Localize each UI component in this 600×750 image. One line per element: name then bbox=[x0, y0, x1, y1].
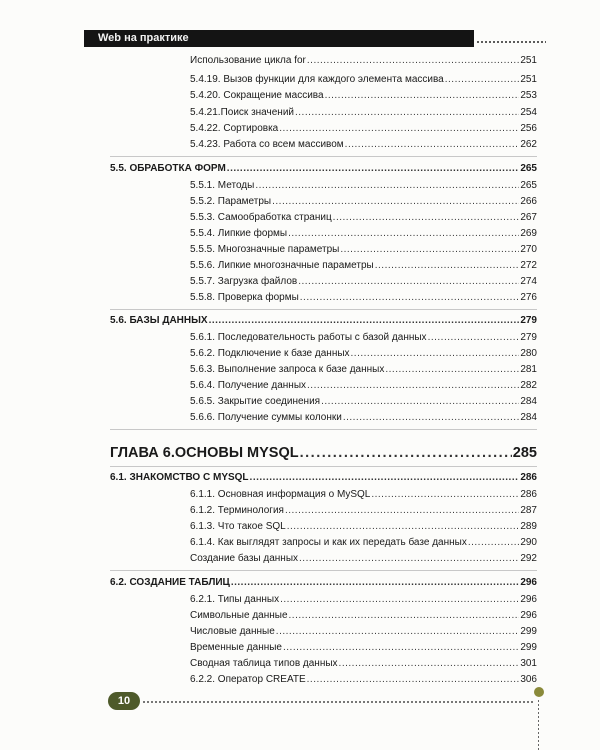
toc-chapter-title: ГЛАВА 6.ОСНОВЫ MYSQL bbox=[110, 445, 299, 461]
toc-entry-page: 289 bbox=[520, 521, 537, 532]
toc-entry-title: 5.4.19. Вызов функции для каждого элемента массива bbox=[190, 74, 444, 85]
toc-entry-page: 256 bbox=[520, 123, 537, 134]
toc-leader bbox=[276, 625, 520, 639]
toc-entry[interactable] bbox=[190, 243, 537, 257]
toc-entry-title: 5.5.7. Загрузка файлов bbox=[190, 276, 298, 287]
toc-entry[interactable] bbox=[190, 593, 537, 607]
toc-leader bbox=[371, 488, 519, 502]
toc-chapter-page: 285 bbox=[512, 445, 537, 461]
toc-entry-title: 5.6.1. Последовательность работы с базой данных bbox=[190, 332, 427, 343]
toc-section-5-5[interactable] bbox=[110, 162, 537, 176]
toc-entry[interactable] bbox=[190, 291, 537, 305]
toc-entry[interactable] bbox=[190, 379, 537, 393]
toc-leader bbox=[255, 179, 519, 193]
toc-entry-page: 276 bbox=[520, 292, 537, 303]
toc-entry-title: 5.6.6. Получение суммы колонки bbox=[190, 412, 342, 423]
toc-entry-title: 5.5.8. Проверка формы bbox=[190, 292, 299, 303]
toc-entry-title: 5.5.3. Самообработка страниц bbox=[190, 212, 332, 223]
toc-entry-page: 269 bbox=[520, 228, 537, 239]
toc-entry[interactable] bbox=[190, 89, 537, 103]
running-header-title: Web на практике bbox=[98, 32, 189, 44]
toc-entry[interactable] bbox=[190, 609, 537, 623]
toc-entry-page: 287 bbox=[520, 505, 537, 516]
toc-leader bbox=[375, 259, 520, 273]
toc-entry[interactable] bbox=[190, 179, 537, 193]
toc-entry-title: 5.5.2. Параметры bbox=[190, 196, 272, 207]
section-divider bbox=[110, 309, 537, 310]
toc-entry-title: 5.4.20. Сокращение массива bbox=[190, 90, 324, 101]
toc-entry-page: 279 bbox=[520, 332, 537, 343]
toc-entry-title: 6.2.1. Типы данных bbox=[190, 594, 280, 605]
toc-entry[interactable] bbox=[190, 347, 537, 361]
toc-leader bbox=[307, 54, 519, 68]
toc-leader bbox=[385, 363, 519, 377]
toc-leader bbox=[295, 106, 519, 120]
toc-leader bbox=[340, 243, 519, 257]
toc-entry-title: Использование цикла for bbox=[190, 55, 306, 66]
toc-leader bbox=[333, 211, 520, 225]
toc-entry-page: 299 bbox=[520, 642, 537, 653]
toc-entry-page: 301 bbox=[520, 658, 537, 669]
toc-entry-title: 6.1.1. Основная информация о MySQL bbox=[190, 489, 371, 500]
toc-entry[interactable] bbox=[190, 673, 537, 687]
section-divider bbox=[110, 429, 537, 430]
toc-entry-page: 306 bbox=[520, 674, 537, 685]
toc-leader bbox=[289, 609, 520, 623]
toc-entry-page: 280 bbox=[520, 348, 537, 359]
toc-section-page: 265 bbox=[520, 163, 537, 174]
toc-entry-page: 292 bbox=[520, 553, 537, 564]
toc-leader bbox=[325, 89, 520, 103]
toc-entry-page: 272 bbox=[520, 260, 537, 271]
toc-entry-title: Временные данные bbox=[190, 642, 282, 653]
toc-section-page: 286 bbox=[520, 472, 537, 483]
page-number: 10 bbox=[117, 695, 131, 707]
toc-entry-title: Символьные данные bbox=[190, 610, 288, 621]
toc-entry-title: Числовые данные bbox=[190, 626, 275, 637]
header-dot-rule bbox=[476, 41, 546, 43]
toc-leader bbox=[250, 471, 520, 485]
toc-leader bbox=[283, 641, 519, 655]
toc-entry-title: 6.1.4. Как выглядят запросы и как их передать базе данных bbox=[190, 537, 467, 548]
toc-entry-title: 5.4.21.Поиск значений bbox=[190, 107, 294, 118]
toc-entry[interactable] bbox=[190, 54, 537, 68]
toc-leader bbox=[227, 162, 520, 176]
toc-section-title: 5.5. ОБРАБОТКА ФОРМ bbox=[110, 163, 226, 174]
toc-entry-title: 6.2.2. Оператор CREATE bbox=[190, 674, 306, 685]
section-divider bbox=[110, 466, 537, 467]
toc-section-title: 6.1. ЗНАКОМСТВО С MYSQL bbox=[110, 472, 249, 483]
toc-entry[interactable] bbox=[190, 275, 537, 289]
toc-leader bbox=[280, 593, 519, 607]
toc-leader bbox=[307, 379, 519, 393]
toc-leader bbox=[288, 227, 519, 241]
toc-entry-page: 282 bbox=[520, 380, 537, 391]
toc-leader bbox=[351, 347, 520, 361]
footer-ornament-dot bbox=[534, 687, 544, 697]
toc-entry[interactable] bbox=[190, 657, 537, 671]
toc-entry-page: 265 bbox=[520, 180, 537, 191]
toc-leader bbox=[445, 73, 520, 87]
toc-chapter-6[interactable] bbox=[110, 443, 537, 463]
toc-entry-page: 254 bbox=[520, 107, 537, 118]
toc-entry[interactable] bbox=[190, 363, 537, 377]
toc-leader bbox=[231, 576, 519, 590]
toc-leader bbox=[279, 122, 519, 136]
toc-entry-page: 270 bbox=[520, 244, 537, 255]
toc-section-6-2[interactable] bbox=[110, 576, 537, 590]
footer-dot-rule bbox=[142, 701, 534, 703]
toc-section-title: 5.6. БАЗЫ ДАННЫХ bbox=[110, 315, 208, 326]
toc-entry-title: 5.6.2. Подключение к базе данных bbox=[190, 348, 350, 359]
toc-leader bbox=[298, 275, 519, 289]
section-divider bbox=[110, 156, 537, 157]
toc-entry[interactable] bbox=[190, 73, 537, 87]
toc-leader bbox=[287, 520, 520, 534]
toc-leader bbox=[209, 314, 520, 328]
toc-entry[interactable] bbox=[190, 227, 537, 241]
toc-entry-title: 5.4.22. Сортировка bbox=[190, 123, 279, 134]
toc-entry-page: 274 bbox=[520, 276, 537, 287]
toc-entry[interactable] bbox=[190, 504, 537, 518]
toc-leader bbox=[321, 395, 519, 409]
toc-entry-title: 5.6.3. Выполнение запроса к базе данных bbox=[190, 364, 385, 375]
toc-entry-page: 251 bbox=[520, 74, 537, 85]
toc-entry-title: 5.5.6. Липкие многозначные параметры bbox=[190, 260, 374, 271]
toc-entry-page: 262 bbox=[520, 139, 537, 150]
toc-entry-page: 281 bbox=[520, 364, 537, 375]
toc-section-5-6[interactable] bbox=[110, 314, 537, 328]
toc-entry[interactable] bbox=[190, 122, 537, 136]
toc-entry-title: 5.5.4. Липкие формы bbox=[190, 228, 288, 239]
toc-leader bbox=[300, 443, 512, 463]
toc-entry-page: 296 bbox=[520, 610, 537, 621]
toc-entry[interactable] bbox=[190, 536, 537, 550]
toc-leader bbox=[285, 504, 519, 518]
toc-entry-title: 6.1.2. Терминология bbox=[190, 505, 284, 516]
toc-entry-page: 284 bbox=[520, 412, 537, 423]
toc-entry-page: 251 bbox=[520, 55, 537, 66]
toc-entry[interactable] bbox=[190, 211, 537, 225]
toc-entry[interactable] bbox=[190, 552, 537, 566]
toc-entry-title: 6.1.3. Что такое SQL bbox=[190, 521, 286, 532]
toc-entry-title: 5.6.4. Получение данных bbox=[190, 380, 307, 391]
toc-leader bbox=[339, 657, 520, 671]
toc-leader bbox=[343, 411, 520, 425]
toc-entry[interactable] bbox=[190, 395, 537, 409]
footer-vertical-rule bbox=[538, 700, 539, 750]
toc-entry-title: Создание базы данных bbox=[190, 553, 299, 564]
toc-entry-title: 5.4.23. Работа со всем массивом bbox=[190, 139, 344, 150]
toc-entry-page: 299 bbox=[520, 626, 537, 637]
toc-leader bbox=[299, 552, 519, 566]
toc-entry[interactable] bbox=[190, 625, 537, 639]
toc-entry-title: 5.6.5. Закрытие соединения bbox=[190, 396, 321, 407]
toc-leader bbox=[345, 138, 520, 152]
toc-entry[interactable] bbox=[190, 411, 537, 425]
toc-entry[interactable] bbox=[190, 488, 537, 502]
toc-entry[interactable] bbox=[190, 641, 537, 655]
toc-section-title: 6.2. СОЗДАНИЕ ТАБЛИЦ bbox=[110, 577, 230, 588]
section-divider bbox=[110, 570, 537, 571]
toc-leader bbox=[300, 291, 520, 305]
toc-entry[interactable] bbox=[190, 195, 537, 209]
toc-section-6-1[interactable] bbox=[110, 471, 537, 485]
toc-entry[interactable] bbox=[190, 331, 537, 345]
toc-entry-page: 266 bbox=[520, 196, 537, 207]
toc-entry[interactable] bbox=[190, 520, 537, 534]
toc-entry-title: 5.5.1. Методы bbox=[190, 180, 255, 191]
toc-section-page: 279 bbox=[520, 315, 537, 326]
toc-entry-title: Сводная таблица типов данных bbox=[190, 658, 338, 669]
toc-entry-page: 253 bbox=[520, 90, 537, 101]
toc-entry-title: 5.5.5. Многозначные параметры bbox=[190, 244, 340, 255]
toc-entry[interactable] bbox=[190, 106, 537, 120]
toc-entry[interactable] bbox=[190, 138, 537, 152]
toc-leader bbox=[272, 195, 519, 209]
running-header bbox=[84, 30, 474, 47]
toc-leader bbox=[307, 673, 520, 687]
toc-entry-page: 267 bbox=[520, 212, 537, 223]
page-number-badge bbox=[108, 692, 140, 710]
toc-section-page: 296 bbox=[520, 577, 537, 588]
toc-entry-page: 284 bbox=[520, 396, 537, 407]
toc-entry[interactable] bbox=[190, 259, 537, 273]
toc-leader bbox=[468, 536, 519, 550]
toc-entry-page: 296 bbox=[520, 594, 537, 605]
toc-entry-page: 290 bbox=[520, 537, 537, 548]
toc-leader bbox=[428, 331, 520, 345]
toc-entry-page: 286 bbox=[520, 489, 537, 500]
